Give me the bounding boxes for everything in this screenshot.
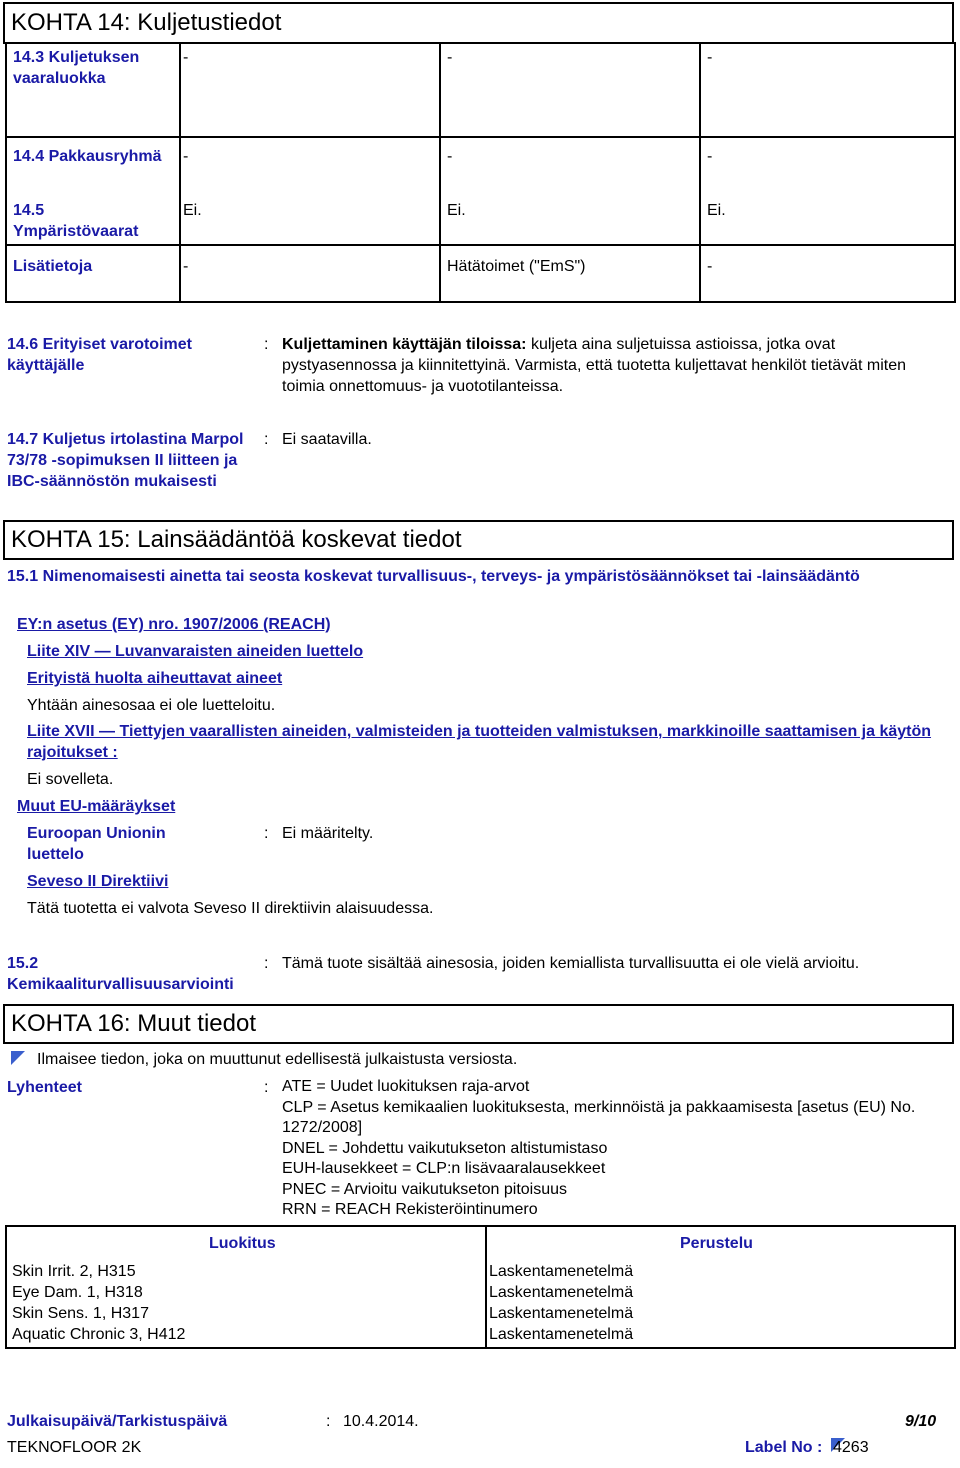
row-14-3-c3: - (707, 49, 713, 66)
row-14-5-c3: Ei. (707, 202, 726, 219)
abbr-colon: : (264, 1079, 269, 1096)
row-14-3-label: 14.3 Kuljetuksen vaaraluokka (13, 49, 140, 87)
s15-1-heading: 15.1 Nimenomaisesti ainetta tai seosta koskevat turvallisuus-, terveys- ja ympäristösäännökset tai -lainsäädäntö (7, 568, 860, 585)
transport-table (5, 42, 956, 303)
row-14-5-c2: Ei. (447, 202, 466, 219)
footer-date-colon: : (326, 1413, 331, 1430)
classification-table (5, 1225, 956, 1349)
row-14-3-c2: - (447, 49, 453, 66)
svhc-link[interactable]: Erityistä huolta aiheuttavat aineet (27, 670, 283, 687)
justification-item: Laskentamenetelmä (489, 1263, 634, 1280)
row-extra-c1: - (183, 258, 189, 275)
annex-17-text: Ei sovelleta. (27, 771, 114, 788)
annex-17-link[interactable]: Liite XVII — Tiettyjen vaarallisten aineiden, valmisteiden ja tuotteiden valmistuksen, markkinoille saattamisen ja käytön rajoitukset : (27, 723, 932, 761)
row-14-4-c1: - (183, 148, 189, 165)
section-15-title-text: KOHTA 15: Lainsäädäntöä koskevat tiedot (11, 526, 462, 553)
s15-2-label: 15.2 Kemikaaliturvallisuusarviointi (7, 955, 234, 993)
section-16-title (3, 1004, 954, 1044)
section-14-title (3, 2, 954, 44)
row-extra-c3: - (707, 258, 713, 275)
row-extra-c2: Hätätoimet ("EmS") (447, 258, 586, 275)
section-15-title (3, 520, 954, 560)
footer-date-label: Julkaisupäivä/Tarkistuspäivä (7, 1413, 228, 1430)
eu-list-label: Euroopan Unionin luettelo (27, 825, 166, 863)
change-note: Ilmaisee tiedon, joka on muuttunut edellisestä julkaistusta versiosta. (37, 1051, 518, 1068)
row-14-4-c2: - (447, 148, 453, 165)
footer-product: TEKNOFLOOR 2K (7, 1439, 142, 1456)
classification-item: Skin Sens. 1, H317 (12, 1305, 149, 1322)
abbr-item: RRN = REACH Rekisteröintinumero (282, 1201, 538, 1218)
classification-item: Skin Irrit. 2, H315 (12, 1263, 136, 1280)
change-marker-icon (11, 1051, 25, 1070)
s14-6-text: kuljeta aina suljetuissa astioissa, jotka ovat pystyasennossa ja kiinnitettyinä. Varmista, että tuotetta kuljettavat henkilöt tietävät miten toimia onnettomuus- ja vuototilanteissa. (282, 336, 907, 395)
row-14-4-label: 14.4 Pakkausryhmä (13, 148, 162, 165)
justification-list (489, 1261, 633, 1345)
s14-6-colon: : (264, 336, 269, 353)
eu-list-colon: : (264, 825, 269, 842)
footer-page: 9/10 (905, 1413, 937, 1430)
annex-14-link[interactable]: Liite XIV — Luvanvaraisten aineiden luettelo (27, 643, 364, 660)
footer-label-no-value: 4263 (833, 1439, 869, 1456)
section-14-title-text: KOHTA 14: Kuljetustiedot (11, 9, 282, 36)
abbr-item: DNEL = Johdettu vaikutukseton altistumistaso (282, 1139, 608, 1157)
justification-item: Laskentamenetelmä (489, 1326, 634, 1343)
s14-6-text-block (282, 334, 947, 397)
reach-link[interactable]: EY:n asetus (EY) nro. 1907/2006 (REACH) (17, 616, 331, 633)
justification-item: Laskentamenetelmä (489, 1305, 634, 1322)
classification-item: Eye Dam. 1, H318 (12, 1284, 143, 1301)
seveso-link[interactable]: Seveso II Direktiivi (27, 873, 169, 890)
header-luokitus: Luokitus (209, 1235, 276, 1252)
classification-item: Aquatic Chronic 3, H412 (12, 1326, 186, 1343)
other-eu-link[interactable]: Muut EU-määräykset (17, 798, 176, 815)
abbr-item: EUH-lausekkeet = CLP:n lisävaaralausekkeet (282, 1160, 606, 1177)
s14-7-value: Ei saatavilla. (282, 431, 372, 448)
abbr-item: PNEC = Arvioitu vaikutukseton pitoisuus (282, 1180, 568, 1198)
abbr-item: CLP = Asetus kemikaalien luokituksesta, merkinnöistä ja pakkaamisesta [asetus (EU) No. 1272/2008] (282, 1098, 916, 1136)
classification-list (12, 1261, 185, 1345)
s14-6-bold-lead: Kuljettaminen käyttäjän tiloissa: (282, 336, 527, 353)
s14-7-label: 14.7 Kuljetus irtolastina Marpol 73/78 -sopimuksen II liitteen ja IBC-säännöstön mukaisesti (7, 431, 244, 490)
section-16-title-text: KOHTA 16: Muut tiedot (11, 1010, 257, 1037)
seveso-text: Tätä tuotetta ei valvota Seveso II direktiivin alaisuudessa. (27, 900, 434, 917)
header-perustelu: Perustelu (680, 1235, 753, 1252)
row-14-4-c3: - (707, 148, 713, 165)
s14-7-colon: : (264, 431, 269, 448)
row-14-5-c1: Ei. (183, 202, 202, 219)
justification-item: Laskentamenetelmä (489, 1284, 634, 1301)
s14-6-label: 14.6 Erityiset varotoimet käyttäjälle (7, 336, 192, 374)
row-extra-label: Lisätietoja (13, 258, 93, 275)
abbr-label: Lyhenteet (7, 1079, 82, 1096)
eu-list-value: Ei määritelty. (282, 825, 374, 842)
s15-2-colon: : (264, 955, 269, 972)
footer-date-value: 10.4.2014. (343, 1413, 419, 1430)
abbr-list (282, 1077, 942, 1221)
row-14-3-c1: - (183, 49, 189, 66)
s15-2-value: Tämä tuote sisältää ainesosia, joiden kemiallista turvallisuutta ei ole vielä arvioitu. (282, 955, 860, 972)
abbr-item: ATE = Uudet luokituksen raja-arvot (282, 1078, 530, 1095)
row-14-5-label: 14.5 Ympäristövaarat (13, 202, 139, 240)
footer-label-no-label: Label No : (745, 1439, 823, 1456)
svhc-text: Yhtään ainesosaa ei ole luetteloitu. (27, 697, 276, 714)
